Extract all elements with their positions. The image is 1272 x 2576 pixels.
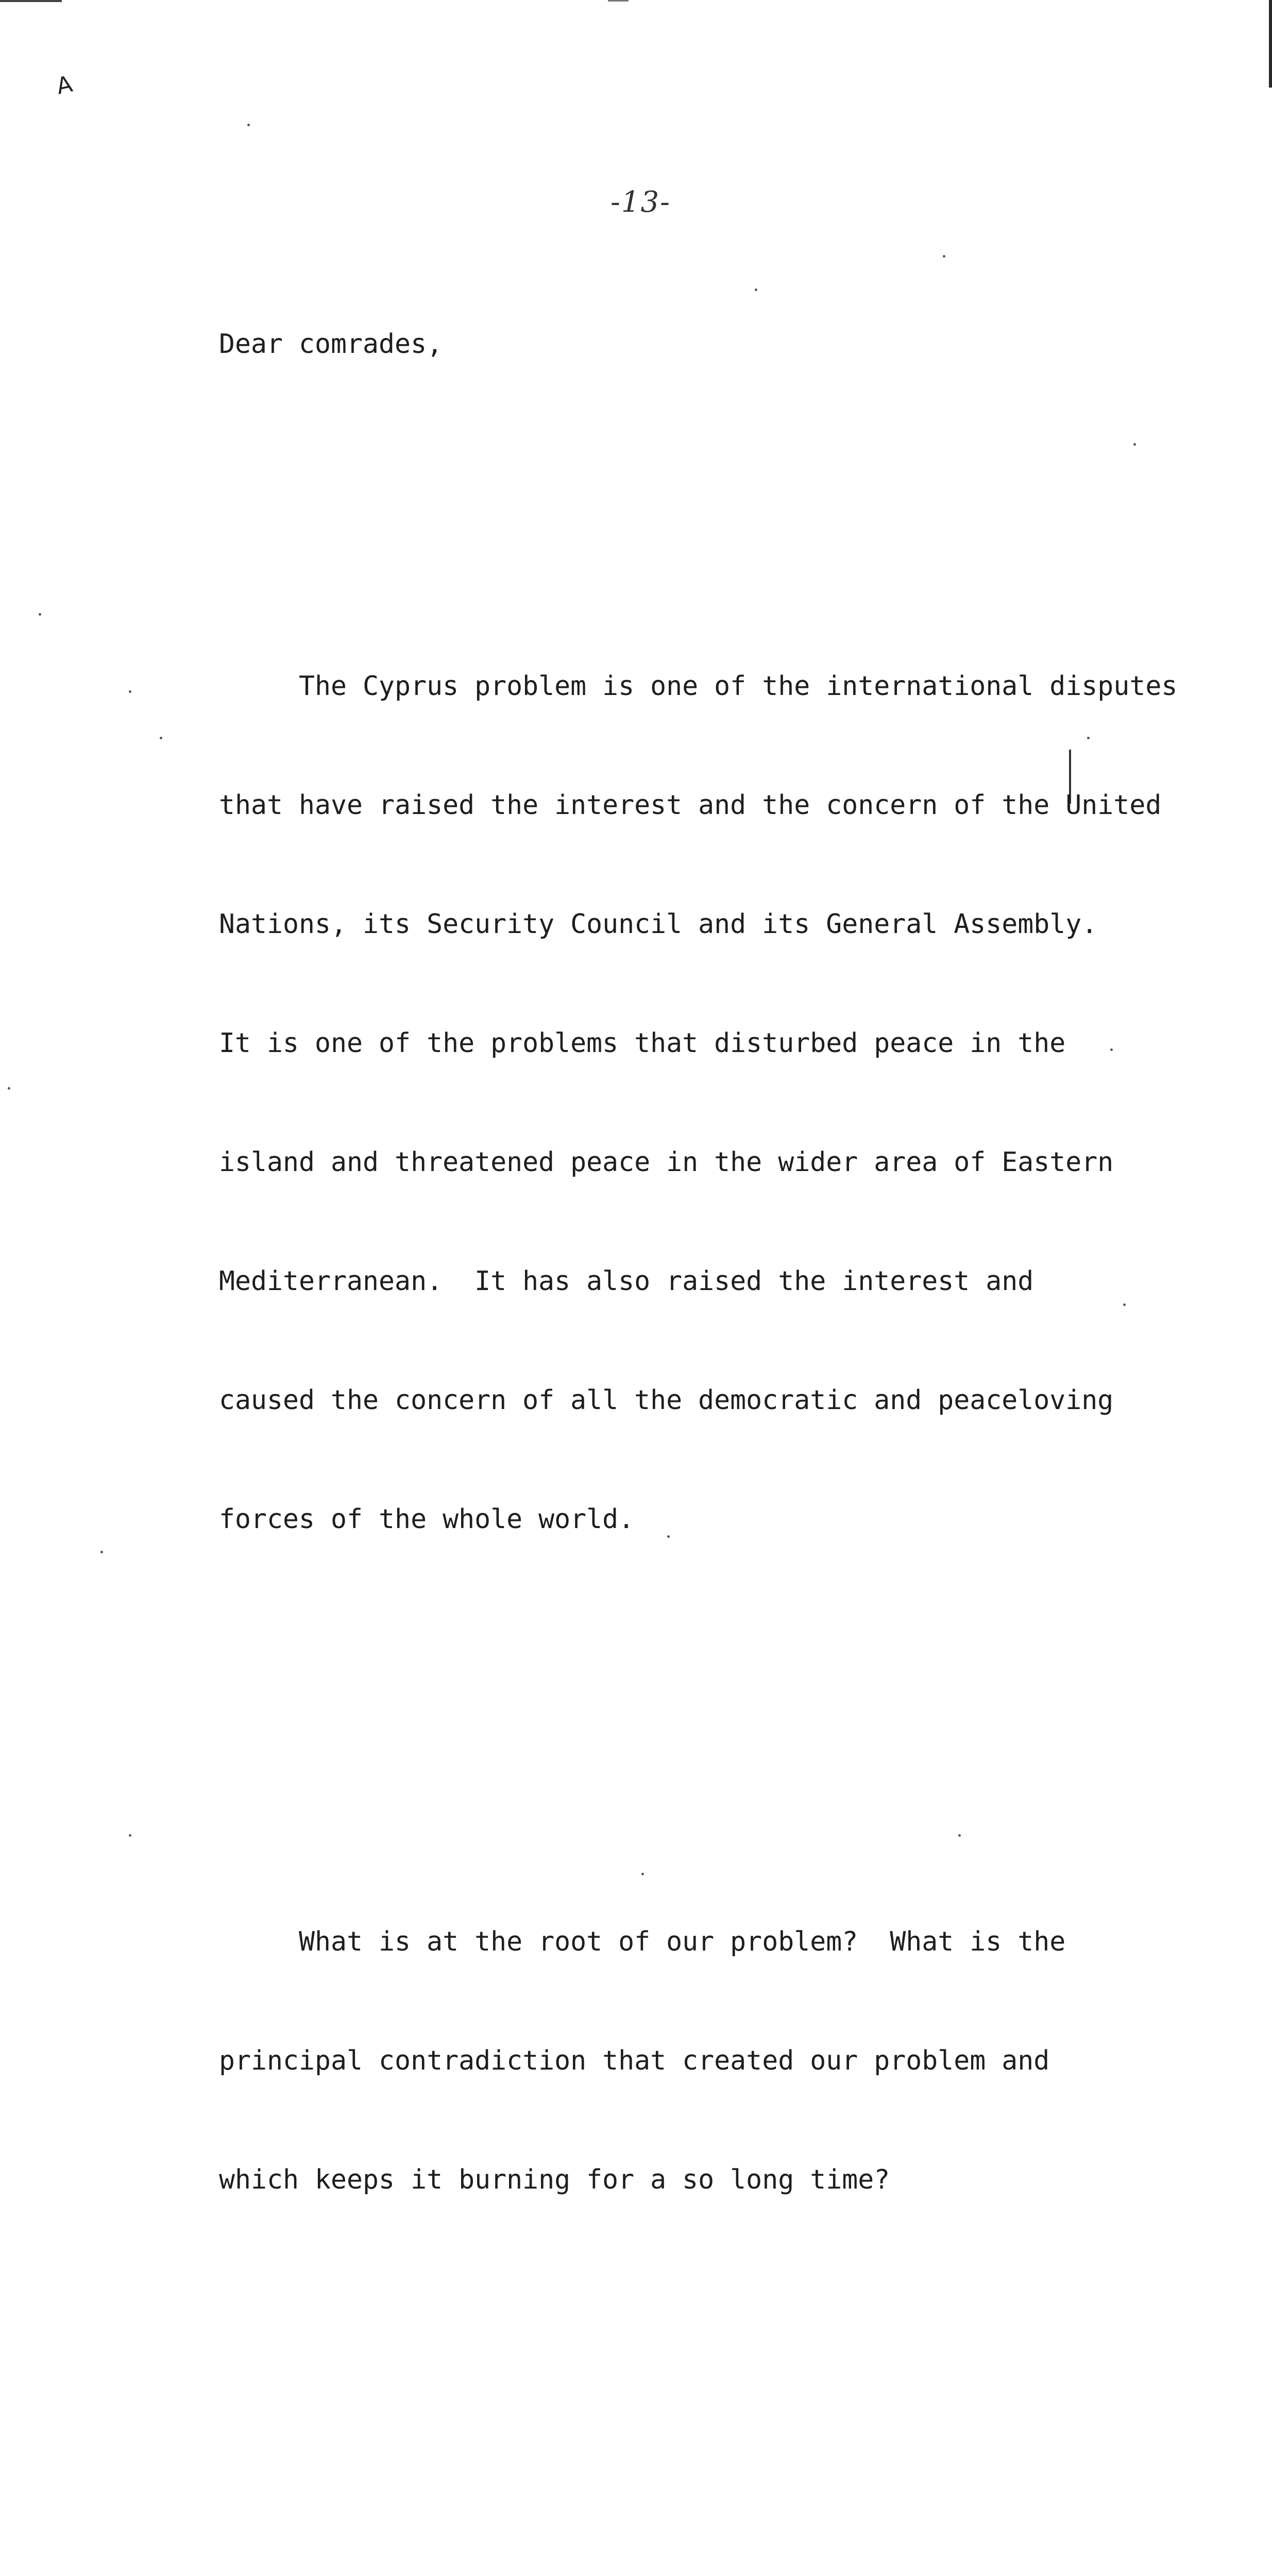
scan-speck (129, 690, 131, 693)
scan-edge-mark (608, 0, 629, 2)
scan-speck (160, 737, 162, 739)
scan-speck (247, 124, 250, 126)
text-line: Mediterranean. It has also raised the interest and (219, 1266, 1034, 1297)
paragraph-2 (219, 1843, 1188, 2279)
text-line: which keeps it burning for a so long time? (219, 2164, 890, 2195)
text-line: What is at the root of our problem? What is the (219, 1926, 1066, 1957)
page-number: -13- (610, 185, 671, 219)
scan-speck (1110, 1048, 1113, 1051)
scan-speck (39, 613, 41, 616)
scan-speck (100, 1551, 103, 1553)
text-line: forces of the whole world. (219, 1504, 635, 1535)
scan-speck (1087, 737, 1090, 739)
scan-speck (129, 1834, 131, 1837)
paragraph-1 (219, 587, 1188, 1619)
text-line: caused the concern of all the democratic and peaceloving (219, 1385, 1114, 1416)
text-line: island and threatened peace in the wider area of Eastern (219, 1147, 1114, 1178)
text-line: that have raised the interest and the concern of the United (219, 790, 1162, 821)
text-line: The Cyprus problem is one of the international disputes (219, 671, 1178, 702)
text-line: principal contradiction that created our problem and (219, 2045, 1050, 2076)
scan-speck (1123, 1303, 1126, 1306)
scan-edge-shadow (1269, 0, 1272, 88)
scan-speck (667, 1535, 670, 1538)
scan-speck (958, 1834, 961, 1837)
text-line: Nations, its Security Council and its General Assembly. (219, 909, 1098, 940)
salutation: Dear comrades, (219, 329, 443, 360)
handwritten-corner-mark: A (54, 71, 75, 100)
scan-speck (755, 289, 757, 291)
scan-speck (8, 1087, 10, 1090)
scan-speck (943, 255, 945, 258)
scan-edge-mark (0, 0, 62, 2)
scan-speck (641, 1873, 644, 1875)
paragraph-3 (219, 2503, 1188, 2576)
letter-body (219, 245, 1188, 2576)
text-line: It is one of the problems that disturbed peace in the (219, 1028, 1066, 1059)
scan-speck (1133, 443, 1136, 446)
